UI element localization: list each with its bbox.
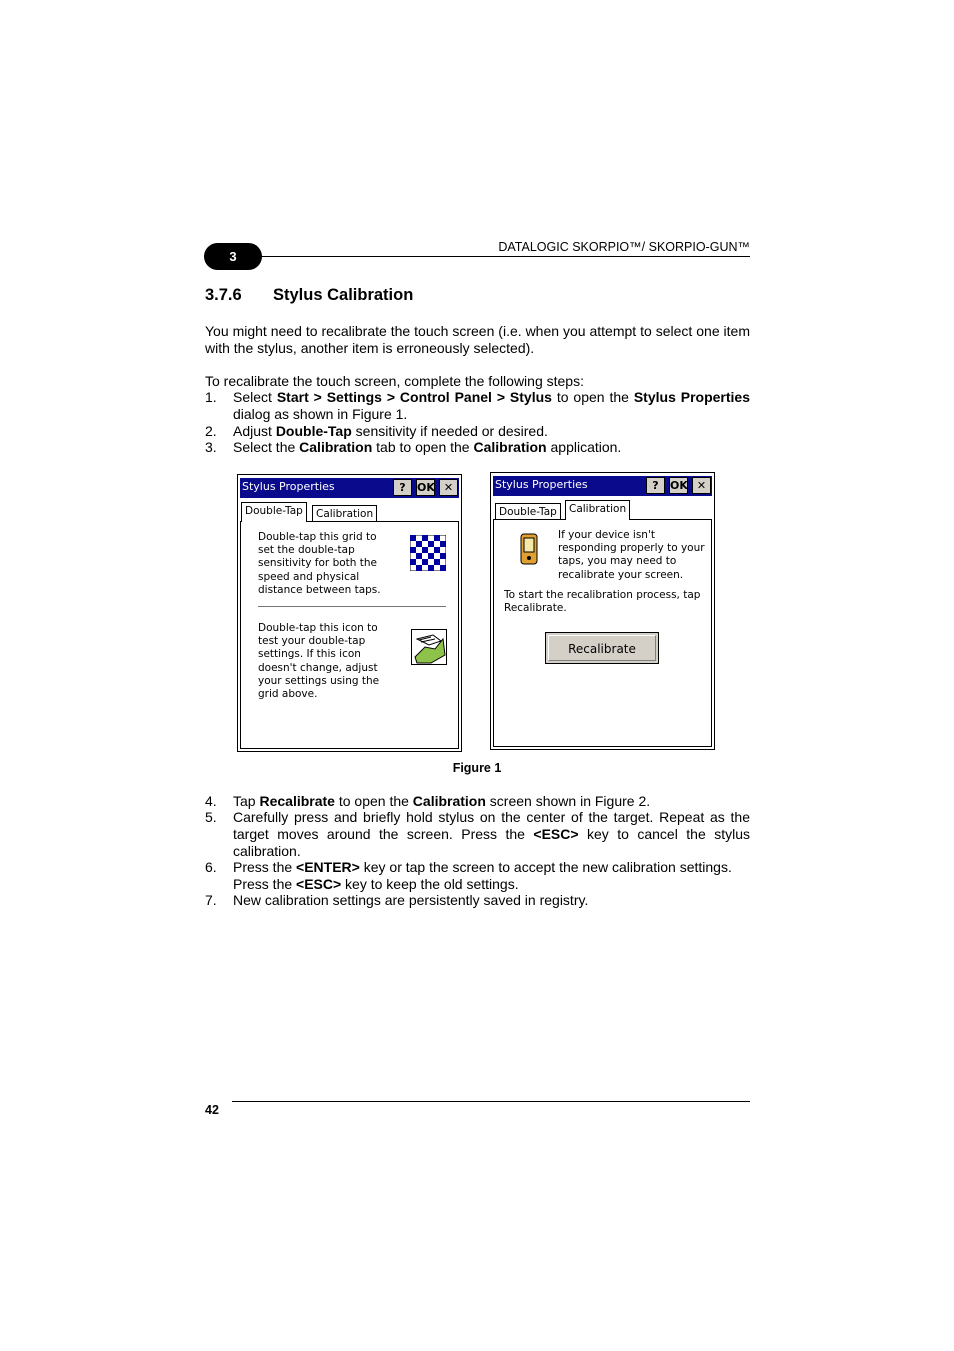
calibration-instruction-text: To start the recalibration process, tap Recalibrate. <box>504 589 701 615</box>
stylus-properties-calibration-dialog <box>490 472 715 750</box>
section-heading <box>205 286 413 305</box>
figure-caption: Figure 1 <box>452 761 502 775</box>
step-2: 2. Adjust Double-Tap sensitivity if needed or desired. <box>205 423 548 439</box>
dialog-title: Stylus Properties <box>242 480 335 493</box>
doubletap-grid-text: Double-tap this grid to set the double-tap sensitivity for both the speed and physical distance between taps. <box>258 531 381 596</box>
separator <box>258 606 446 607</box>
page-number: 42 <box>205 1103 219 1117</box>
header-title: DATALOGIC SKORPIO™/ SKORPIO-GUN™ <box>498 240 750 254</box>
header-rule <box>232 256 750 257</box>
step-7: 7. New calibration settings are persistently saved in registry. <box>205 892 589 908</box>
step-5: 5. Carefully press and briefly hold stylus on the center of the target. Repeat as the target moves around the screen. Press the <ESC> key to cancel the stylus calibration. <box>205 809 750 859</box>
section-title: Stylus Calibration <box>273 286 414 304</box>
close-button[interactable]: ✕ <box>692 477 711 494</box>
tab-calibration[interactable]: Calibration <box>565 500 630 520</box>
dialog-titlebar <box>493 476 712 496</box>
doubletap-test-text: Double-tap this icon to test your double-tap settings. If this icon doesn't change, adjust your settings using the grid above. <box>258 622 380 701</box>
double-tap-test-icon[interactable] <box>411 629 447 665</box>
dialog-titlebar <box>240 478 459 498</box>
stylus-properties-doubletap-dialog <box>237 474 462 752</box>
handheld-device-icon <box>519 533 539 565</box>
recalibrate-button[interactable] <box>545 632 659 664</box>
dialog-title: Stylus Properties <box>495 478 588 491</box>
help-button[interactable]: ? <box>393 479 412 496</box>
section-number: 3.7.6 <box>205 286 242 304</box>
steps-intro: To recalibrate the touch screen, complete the following steps: <box>205 373 584 389</box>
step-6: 6. Press the <ENTER> key or tap the screen to accept the new calibration settings. Press the <ESC> key to keep the old settings. <box>205 859 732 892</box>
step-3: 3. Select the Calibration tab to open the Calibration application. <box>205 439 622 455</box>
ok-button[interactable]: OK <box>417 481 435 494</box>
step-1: 1. Select Start > Settings > Control Panel > Stylus to open the Stylus Properties dialog as shown in Figure 1. <box>205 389 751 422</box>
help-button[interactable]: ? <box>646 477 665 494</box>
footer-rule <box>232 1101 750 1102</box>
step-4: 4. Tap Recalibrate to open the Calibration screen shown in Figure 2. <box>205 793 651 809</box>
tab-double-tap[interactable]: Double-Tap <box>241 502 307 522</box>
ok-button[interactable]: OK <box>670 479 688 492</box>
double-tap-grid-icon[interactable] <box>410 535 446 571</box>
intro-paragraph: You might need to recalibrate the touch screen (i.e. when you attempt to select one item with the stylus, another item is erroneously selected). <box>205 323 750 356</box>
tab-double-tap[interactable]: Double-Tap <box>495 503 561 520</box>
recalibrate-button-label: Recalibrate <box>548 635 656 661</box>
chapter-badge: 3 <box>204 243 262 270</box>
close-button[interactable]: ✕ <box>439 479 458 496</box>
calibration-info-text: If your device isn't responding properly to your taps, you may need to recalibrate your screen. <box>558 529 705 581</box>
tab-calibration[interactable]: Calibration <box>312 505 377 522</box>
